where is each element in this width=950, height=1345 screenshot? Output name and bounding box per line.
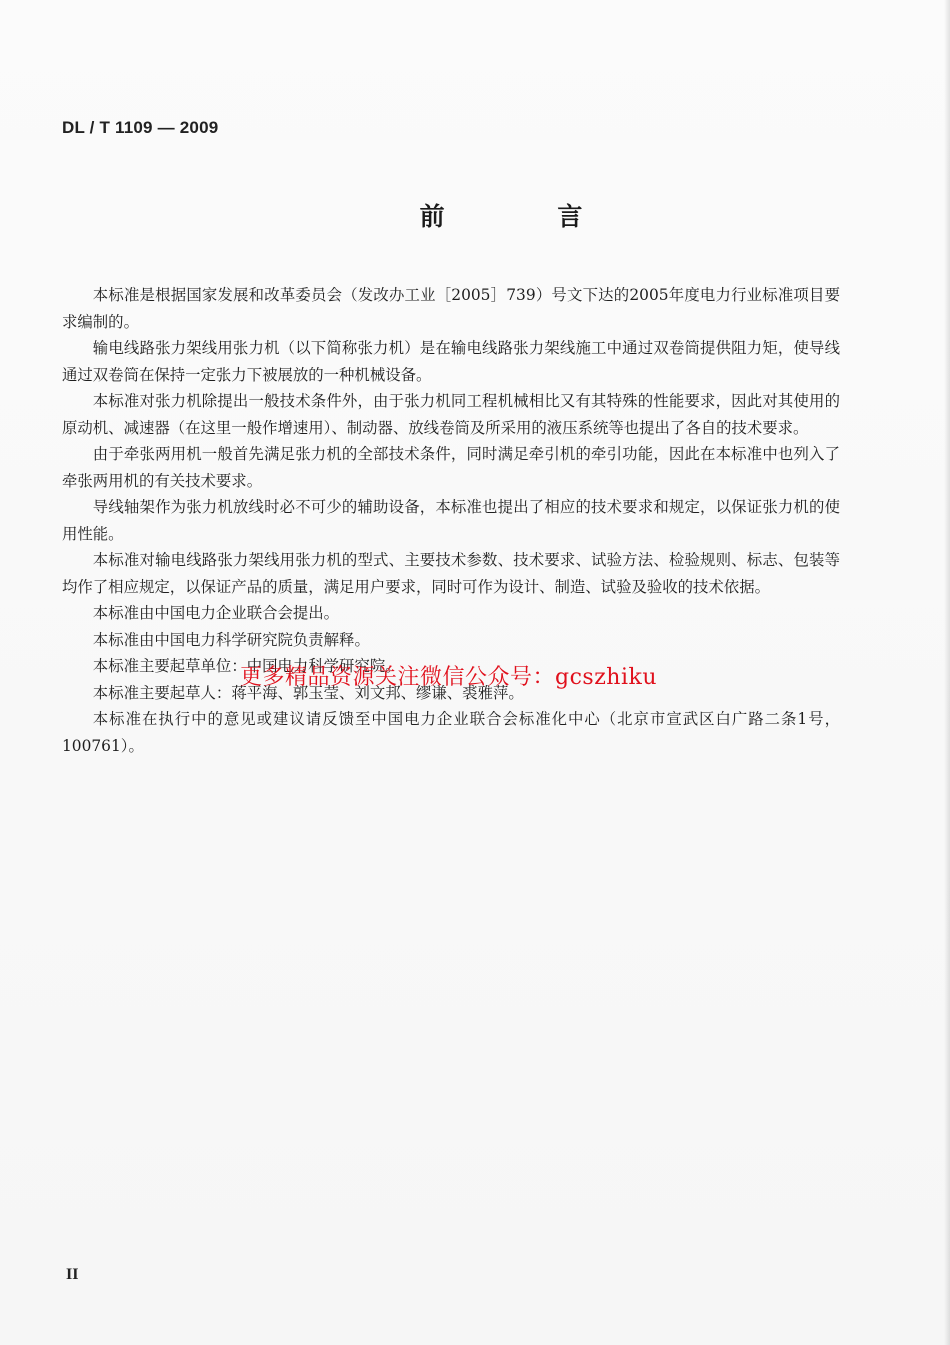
paragraph: 本标准主要起草单位：中国电力科学研究院。 [92,657,401,675]
paragraph: 本标准是根据国家发展和改革委员会（发改办工业［2005］739）号文下达的2005年度电力行业标准项目要求编制的。 [62,286,840,331]
page-number: II [66,1266,79,1283]
paragraph: 本标准主要起草人：蒋平海、郭玉莹、刘文邦、缪谦、裘雅萍。 [92,683,524,702]
paragraph: 由于牵张两用机一般首先满足张力机的全部技术条件，同时满足牵引机的牵引功能，因此在本标准中也列入了牵张两用机的有关技术要求。 [62,445,840,490]
standard-code: DL / T 1109 — 2009 [62,118,219,137]
page-edge-shadow [944,0,950,1345]
paragraph: 导线轴架作为张力机放线时必不可少的辅助设备，本标准也提出了相应的技术要求和规定，以保证张力机的使用性能。 [62,498,840,543]
paragraph: 输电线路张力架线用张力机（以下简称张力机）是在输电线路张力架线施工中通过双卷筒提供阻力矩，使导线通过双卷筒在保持一定张力下被展放的一种机械设备。 [62,339,840,384]
watermark-text: 更多精品资源关注微信公众号：gcszhiku [240,665,657,690]
page-title: 前 言 [419,202,635,231]
paragraph: 本标准由中国电力科学研究院负责解释。 [92,630,370,649]
paragraph: 本标准对输电线路张力架线用张力机的型式、主要技术参数、技术要求、试验方法、检验规则、标志、包装等均作了相应规定，以保证产品的质量，满足用户要求，同时可作为设计、制造、试验及验收的技术依据。 [62,551,840,596]
paragraph: 本标准由中国电力企业联合会提出。 [92,604,340,622]
paragraph: 本标准在执行中的意见或建议请反馈至中国电力企业联合会标准化中心（北京市宣武区白广路二条1号，100761）。 [62,710,840,755]
paragraph: 本标准对张力机除提出一般技术条件外，由于张力机同工程机械相比又有其特殊的性能要求，因此对其使用的原动机、减速器（在这里一般作增速用）、制动器、放线卷筒及所采用的液压系统等也提出了各自的技术要求。 [62,392,840,437]
